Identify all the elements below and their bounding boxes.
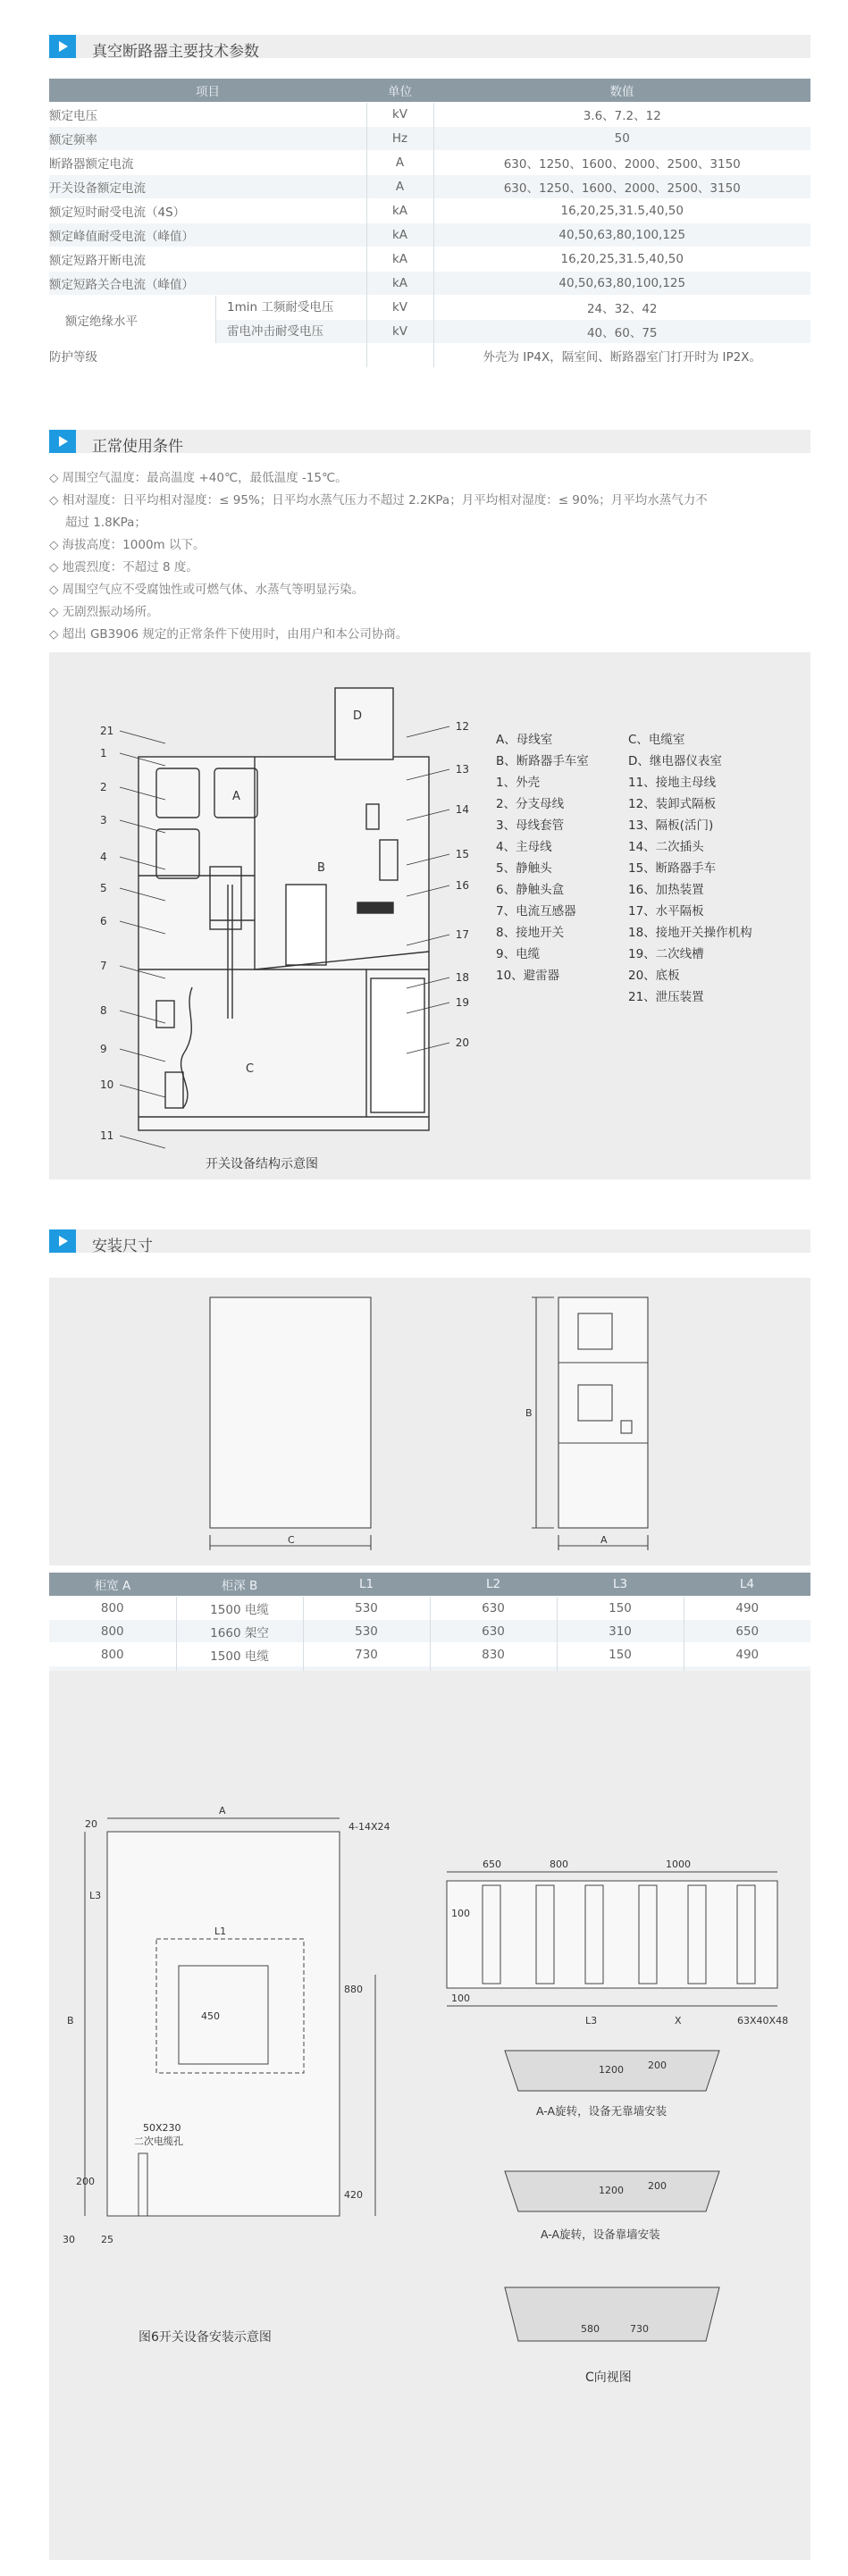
table-row bbox=[49, 151, 810, 175]
table-cell: 630 bbox=[430, 1620, 557, 1643]
legend-item: 14、二次插头 bbox=[628, 840, 704, 854]
callout-number: 5 bbox=[100, 882, 107, 894]
section-dimension: 730 bbox=[630, 2323, 649, 2335]
legend-item: C、电缆室 bbox=[628, 733, 685, 747]
compartment-label: A bbox=[232, 790, 240, 803]
column-header: 数值 bbox=[433, 79, 810, 103]
table-cell: 1500 电缆 bbox=[176, 1597, 303, 1620]
section-title: 安装尺寸 bbox=[92, 1238, 153, 1255]
section-dimension: 200 bbox=[648, 2060, 667, 2071]
condition-item: ◇ 周围空气温度：最高温度 +40℃，最低温度 -15℃。 bbox=[49, 471, 348, 485]
item-cell: 额定绝缘水平 bbox=[49, 296, 216, 343]
dimension-label: 880 bbox=[344, 1984, 363, 1995]
table-cell: 530 bbox=[303, 1597, 430, 1620]
dimension-label: 100 bbox=[451, 1908, 470, 1919]
legend-item: 21、泄压装置 bbox=[628, 990, 704, 1004]
condition-item: ◇ 地震烈度：不超过 8 度。 bbox=[49, 560, 198, 575]
section-caption: A-A旋转，设备靠墙安装 bbox=[541, 2228, 660, 2241]
unit-cell: A bbox=[366, 175, 433, 199]
dimension-label: A bbox=[600, 1534, 608, 1546]
legend-item: 3、母线套管 bbox=[496, 818, 565, 833]
table-cell: 150 bbox=[557, 1643, 684, 1666]
section-dimension: 1200 bbox=[599, 2064, 624, 2076]
dimension-label: 420 bbox=[344, 2189, 363, 2201]
section-header-conditions bbox=[49, 430, 810, 456]
dimension-label: 4-14X24 bbox=[348, 1821, 390, 1833]
section-dimension: 1200 bbox=[599, 2185, 624, 2196]
dimension-label: B bbox=[525, 1407, 533, 1419]
item-cell: 断路器额定电流 bbox=[49, 151, 366, 175]
legend-item: 19、二次线槽 bbox=[628, 947, 704, 961]
table-cell: 490 bbox=[684, 1597, 810, 1620]
dimension-label: B bbox=[67, 2015, 74, 2026]
installation-diagram bbox=[49, 1671, 810, 2560]
condition-item: ◇ 海拔高度：1000m 以下。 bbox=[49, 538, 206, 552]
dimension-label: 50X230 bbox=[143, 2122, 181, 2134]
dimension-label: 二次电缆孔 bbox=[134, 2135, 183, 2147]
table-cell: 800 bbox=[49, 1620, 176, 1643]
installation-panel bbox=[49, 1671, 810, 2560]
callout-number: 7 bbox=[100, 960, 107, 972]
table-row bbox=[49, 175, 810, 199]
legend-item: 18、接地开关操作机构 bbox=[628, 926, 752, 940]
callout-number: 13 bbox=[455, 763, 469, 776]
item-cell: 额定峰值耐受电流（峰值） bbox=[49, 223, 366, 248]
callout-number: 16 bbox=[455, 879, 469, 892]
legend-item: 11、接地主母线 bbox=[628, 776, 717, 790]
column-header: 柜深 B bbox=[176, 1573, 303, 1597]
dimension-label: 20 bbox=[85, 1818, 97, 1830]
legend-item: 6、静触头盒 bbox=[496, 883, 565, 897]
legend-left bbox=[496, 729, 589, 986]
section-title: 正常使用条件 bbox=[92, 438, 183, 456]
section-title: 真空断路器主要技术参数 bbox=[92, 43, 259, 61]
dimension-label: L1 bbox=[214, 1926, 227, 1937]
dimension-panel bbox=[49, 1278, 810, 1565]
condition-item: ◇ 相对湿度：日平均相对湿度：≤ 95%；日平均水蒸气压力不超过 2.2KPa；月平均相对湿度：≤ 90%；月平均水蒸气力不 bbox=[49, 493, 708, 508]
legend-right bbox=[628, 729, 752, 1008]
section-header-dimensions bbox=[49, 1229, 810, 1253]
spec-table bbox=[49, 79, 810, 367]
callout-number: 11 bbox=[100, 1129, 114, 1142]
item-cell: 额定短时耐受电流（4S） bbox=[49, 199, 366, 223]
section-caption: A-A旋转，设备无靠墙安装 bbox=[536, 2104, 667, 2118]
callout-number: 19 bbox=[455, 996, 469, 1009]
legend-item: 9、电缆 bbox=[496, 947, 541, 961]
table-row bbox=[49, 1643, 810, 1666]
unit-cell: kV bbox=[366, 103, 433, 127]
callout-number: 17 bbox=[455, 928, 469, 941]
dimension-label: X bbox=[675, 2015, 682, 2026]
table-cell: 650 bbox=[684, 1620, 810, 1643]
dimension-label: 100 bbox=[451, 1993, 470, 2004]
column-header: 项目 bbox=[49, 79, 366, 103]
callout-number: 8 bbox=[100, 1004, 107, 1017]
column-header: 单位 bbox=[366, 79, 433, 103]
value-cell: 外壳为 IP4X，隔室间、断路器室门打开时为 IP2X。 bbox=[433, 344, 810, 368]
unit-cell: kA bbox=[366, 272, 433, 296]
callout-number: 12 bbox=[455, 720, 469, 733]
unit-cell: kA bbox=[366, 199, 433, 223]
callout-number: 1 bbox=[100, 747, 107, 759]
legend-item: 5、静触头 bbox=[496, 861, 552, 876]
dimension-label: 1000 bbox=[666, 1859, 691, 1870]
play-arrow-icon bbox=[49, 35, 76, 58]
table-row bbox=[49, 1620, 810, 1643]
callout-number: 4 bbox=[100, 851, 107, 863]
condition-item: 超过 1.8KPa； bbox=[65, 516, 147, 530]
dimension-label: L3 bbox=[89, 1890, 102, 1901]
dimension-label: 450 bbox=[201, 2010, 220, 2022]
value-cell: 50 bbox=[433, 127, 810, 151]
column-header: L1 bbox=[303, 1573, 430, 1597]
legend-item: D、继电器仪表室 bbox=[628, 754, 722, 768]
table-cell: 800 bbox=[49, 1643, 176, 1666]
table-cell: 490 bbox=[684, 1643, 810, 1666]
callout-number: 3 bbox=[100, 814, 107, 827]
callout-number: 21 bbox=[100, 725, 114, 737]
table-cell: 150 bbox=[557, 1597, 684, 1620]
callout-number: 18 bbox=[455, 971, 469, 984]
legend-item: 16、加热装置 bbox=[628, 883, 704, 897]
item-cell: 防护等级 bbox=[49, 344, 366, 368]
unit-cell: kA bbox=[366, 248, 433, 272]
compartment-label: C bbox=[246, 1062, 255, 1076]
legend-item: 20、底板 bbox=[628, 969, 680, 983]
table-cell: 1660 架空 bbox=[176, 1620, 303, 1643]
value-cell: 40、60、75 bbox=[433, 320, 810, 344]
callout-number: 2 bbox=[100, 781, 107, 793]
dimension-label: L3 bbox=[585, 2015, 598, 2026]
dimension-label: 25 bbox=[101, 2234, 113, 2245]
dimension-label: 200 bbox=[76, 2176, 95, 2187]
table-row bbox=[49, 248, 810, 272]
condition-item: ◇ 无剧烈振动场所。 bbox=[49, 605, 159, 619]
unit-cell: kA bbox=[366, 223, 433, 248]
column-header: L4 bbox=[684, 1573, 810, 1597]
value-cell: 630、1250、1600、2000、2500、3150 bbox=[433, 175, 810, 199]
legend-item: 4、主母线 bbox=[496, 840, 552, 854]
legend-item: 10、避雷器 bbox=[496, 969, 560, 983]
section-header-specs bbox=[49, 35, 810, 61]
legend-item: 8、接地开关 bbox=[496, 926, 565, 940]
value-cell: 630、1250、1600、2000、2500、3150 bbox=[433, 151, 810, 175]
value-cell: 24、32、42 bbox=[433, 296, 810, 320]
value-cell: 16,20,25,31.5,40,50 bbox=[433, 199, 810, 223]
legend-item: 2、分支母线 bbox=[496, 797, 565, 811]
callout-number: 14 bbox=[455, 803, 469, 816]
diagram-caption: 开关设备结构示意图 bbox=[206, 1157, 318, 1171]
table-row bbox=[49, 1597, 810, 1620]
column-header: L2 bbox=[430, 1573, 557, 1597]
cabinet-dimension-diagram bbox=[49, 1278, 810, 1565]
dimension-label: 800 bbox=[550, 1859, 568, 1870]
unit-cell: kV bbox=[366, 320, 433, 344]
table-cell: 530 bbox=[303, 1620, 430, 1643]
item-cell: 额定短路关合电流（峰值） bbox=[49, 272, 366, 296]
table-cell: 1500 电缆 bbox=[176, 1643, 303, 1666]
table-row bbox=[49, 199, 810, 223]
table-cell: 630 bbox=[430, 1597, 557, 1620]
item-cell: 开关设备额定电流 bbox=[49, 175, 366, 199]
dimension-label: C bbox=[288, 1534, 295, 1546]
condition-item: ◇ 周围空气应不受腐蚀性或可燃气体、水蒸气等明显污染。 bbox=[49, 583, 365, 597]
column-header: L3 bbox=[557, 1573, 684, 1597]
table-row bbox=[49, 103, 810, 127]
table-row bbox=[49, 296, 810, 320]
condition-item: ◇ 超出 GB3906 规定的正常条件下使用时，由用户和本公司协商。 bbox=[49, 627, 408, 642]
install-caption: 图6开关设备安装示意图 bbox=[139, 2330, 272, 2345]
value-cell: 3.6、7.2、12 bbox=[433, 103, 810, 127]
callout-number: 9 bbox=[100, 1043, 107, 1055]
section-dimension: 200 bbox=[648, 2180, 667, 2192]
callout-number: 15 bbox=[455, 848, 469, 860]
callout-number: 10 bbox=[100, 1078, 114, 1091]
value-cell: 16,20,25,31.5,40,50 bbox=[433, 248, 810, 272]
legend-item: 15、断路器手车 bbox=[628, 861, 717, 876]
callout-number: 6 bbox=[100, 915, 107, 927]
table-cell: 730 bbox=[303, 1643, 430, 1666]
value-cell: 40,50,63,80,100,125 bbox=[433, 223, 810, 248]
compartment-label: B bbox=[317, 861, 325, 875]
sub-item-cell: 1min 工频耐受电压 bbox=[216, 296, 366, 320]
sub-item-cell: 雷电冲击耐受电压 bbox=[216, 320, 366, 343]
legend-item: 12、装卸式隔板 bbox=[628, 797, 717, 811]
column-header: 柜宽 A bbox=[49, 1573, 176, 1597]
compartment-label: D bbox=[353, 709, 363, 723]
table-cell: 310 bbox=[557, 1620, 684, 1643]
dimension-label: 63X40X48 bbox=[737, 2015, 789, 2026]
item-cell: 额定短路开断电流 bbox=[49, 248, 366, 272]
legend-item: A、母线室 bbox=[496, 733, 553, 747]
unit-cell: A bbox=[366, 151, 433, 175]
unit-cell: Hz bbox=[366, 127, 433, 151]
callout-number: 20 bbox=[455, 1036, 469, 1049]
legend-item: 17、水平隔板 bbox=[628, 904, 704, 919]
item-cell: 额定频率 bbox=[49, 127, 366, 151]
table-row bbox=[49, 344, 810, 368]
callout-line bbox=[120, 1136, 165, 1148]
play-arrow-icon bbox=[49, 430, 76, 453]
structure-panel bbox=[49, 652, 810, 1179]
section-dimension: 580 bbox=[581, 2323, 600, 2335]
callout-line bbox=[120, 731, 165, 743]
dimension-label: 30 bbox=[63, 2234, 75, 2245]
insulation-group bbox=[49, 296, 366, 344]
table-row bbox=[49, 223, 810, 248]
table-row bbox=[49, 272, 810, 296]
callout-line bbox=[407, 726, 449, 737]
dimension-label: 650 bbox=[483, 1859, 501, 1870]
unit-cell bbox=[366, 344, 433, 368]
dimension-label: A bbox=[219, 1805, 226, 1817]
legend-item: B、断路器手车室 bbox=[496, 754, 589, 768]
value-cell: 40,50,63,80,100,125 bbox=[433, 272, 810, 296]
c-view-caption: C向视图 bbox=[585, 2370, 632, 2385]
table-cell: 800 bbox=[49, 1597, 176, 1620]
unit-cell: kV bbox=[366, 296, 433, 320]
legend-item: 7、电流互感器 bbox=[496, 904, 576, 919]
legend-item: 13、隔板(活门) bbox=[628, 818, 714, 833]
legend-item: 1、外壳 bbox=[496, 776, 541, 790]
item-cell: 额定电压 bbox=[49, 103, 366, 127]
table-cell: 830 bbox=[430, 1643, 557, 1666]
play-arrow-icon bbox=[49, 1229, 76, 1253]
table-row bbox=[49, 127, 810, 151]
